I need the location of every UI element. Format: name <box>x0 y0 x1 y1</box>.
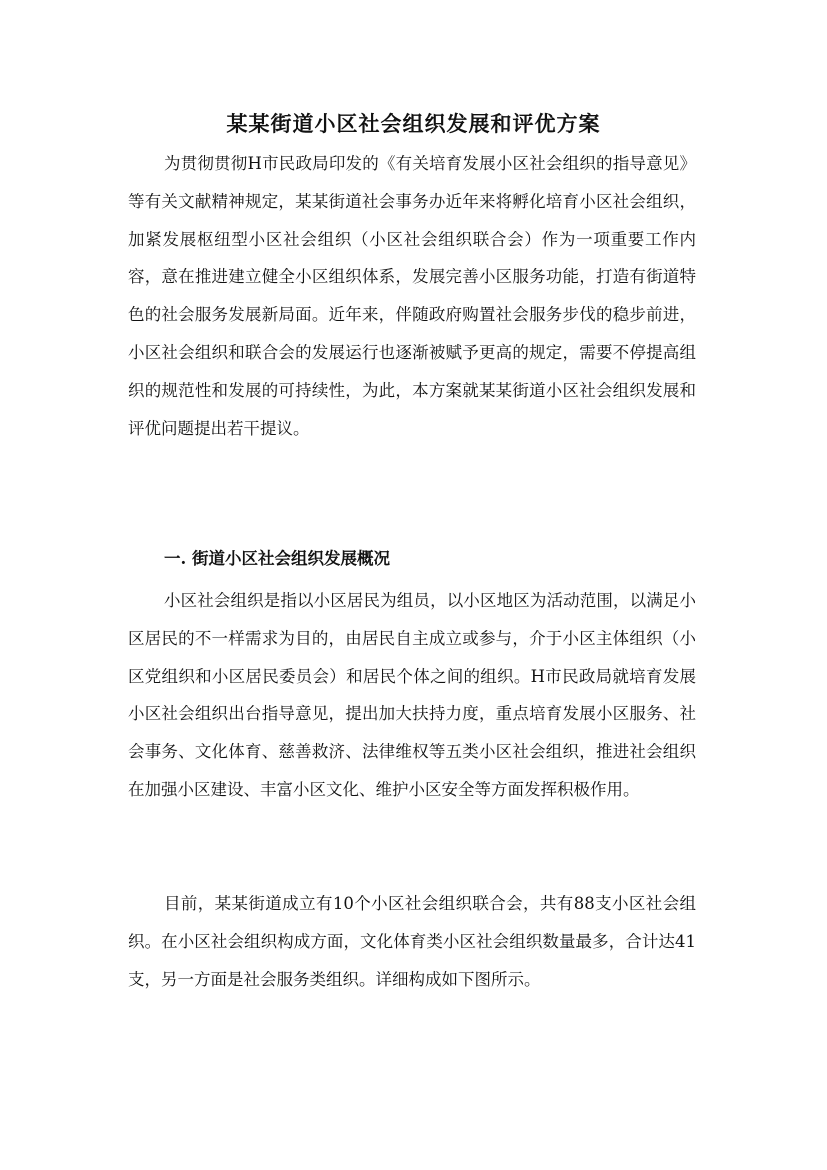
document-title: 某某街道小区社会组织发展和评优方案 <box>226 111 601 136</box>
status-paragraph: 目前，某某街道成立有10个小区社会组织联合会，共有88支小区社会组织。在小区社会组织构成方面，文化体育类小区社会组织数量最多，合计达41支，另一方面是社会服务类组织。详细构成如下图所示。 <box>128 894 696 989</box>
section-heading: 一. 街道小区社会组织发展概况 <box>164 549 390 568</box>
intro-paragraph: 为贯彻贯彻H市民政局印发的《有关培育发展小区社会组织的指导意见》等有关文献精神规定，某某街道社会事务办近年来将孵化培育小区社会组织，加紧发展枢纽型小区社会组织（小区社会组织联合会）作为一项重要工作内容，意在推进建立健全小区组织体系，发展完善小区服务功能，打造有街道特色的社会服务发展新局面。近年来，伴随政府购置社会服务步伐的稳步前进，小区社会组织和联合会的发展运行也逐渐被赋予更高的规定，需要不停提高组织的规范性和发展的可持续性，为此，本方案就某某街道小区社会组织发展和评优问题提出若干提议。 <box>128 154 696 438</box>
definition-paragraph: 小区社会组织是指以小区居民为组员，以小区地区为活动范围，以满足小区居民的不一样需求为目的，由居民自主成立或参与，介于小区主体组织（小区党组织和小区居民委员会）和居民个体之间的组织。H市民政局就培育发展小区社会组织出台指导意见，提出加大扶持力度，重点培育发展小区服务、社会事务、文化体育、慈善救济、法律维权等五类小区社会组织，推进社会组织在加强小区建设、丰富小区文化、维护小区安全等方面发挥积极作用。 <box>128 591 696 799</box>
